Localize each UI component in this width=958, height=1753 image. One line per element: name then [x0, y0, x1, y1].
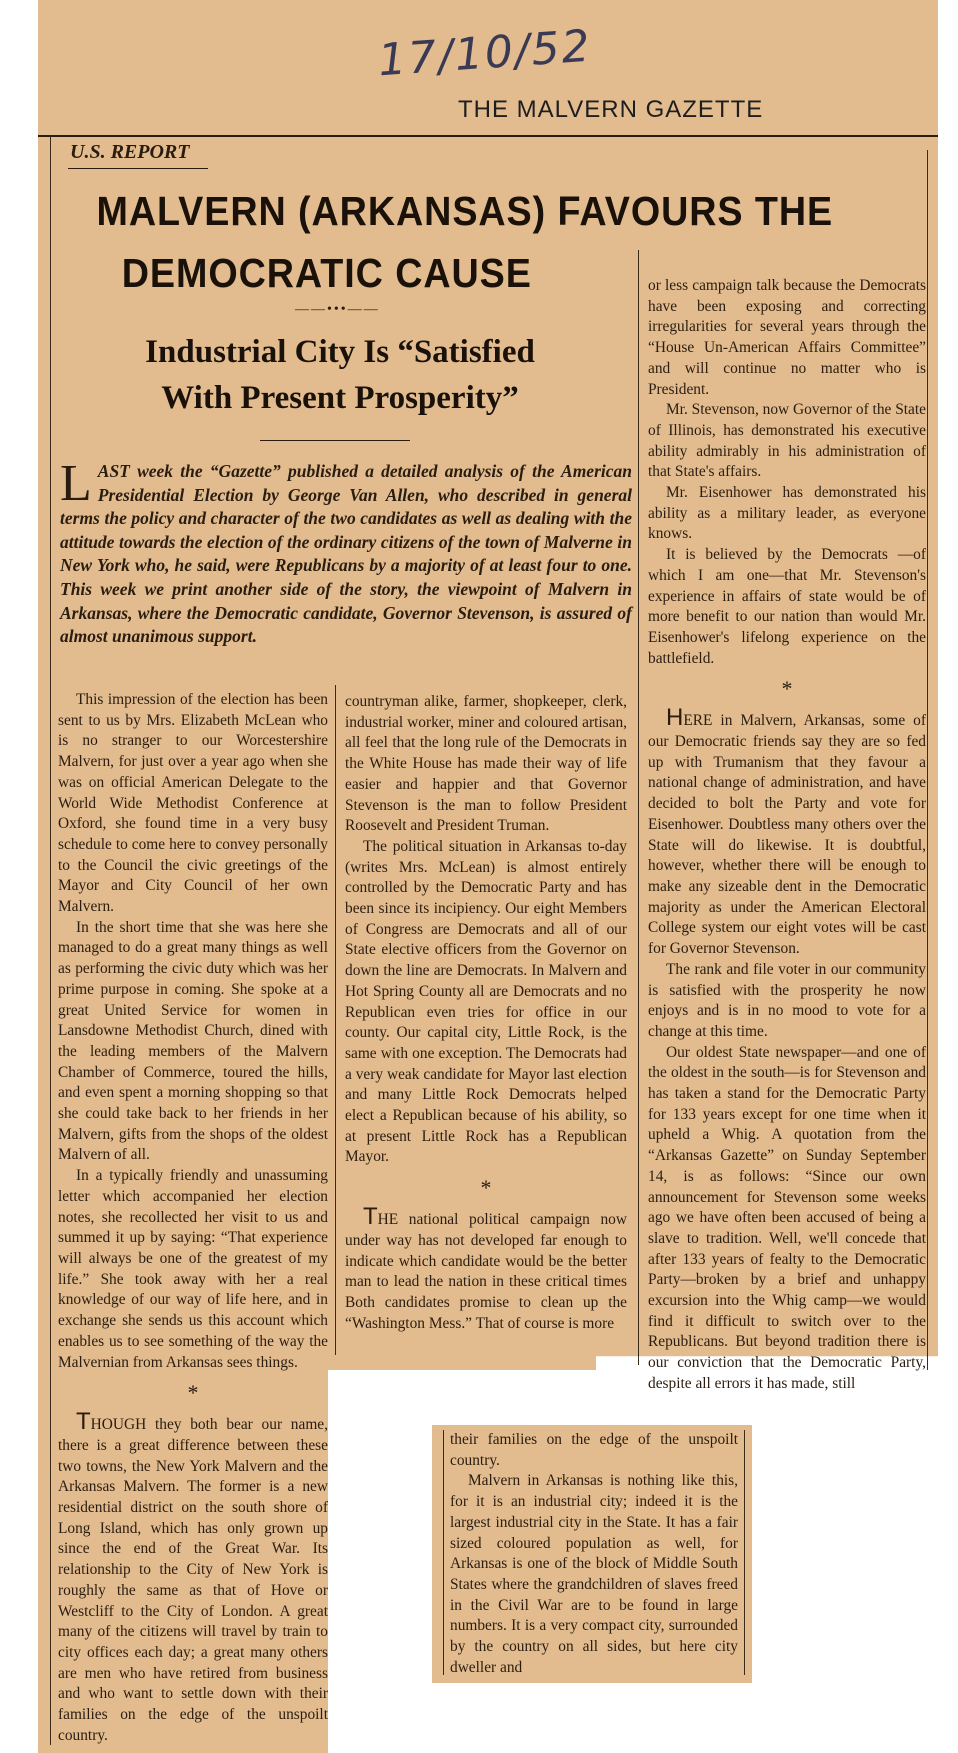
col4-paragraph-1: their families on the edge of the unspoilt country.: [450, 1431, 738, 1469]
column-3: [648, 276, 926, 1395]
col1-p4-cap: T: [76, 1408, 91, 1436]
intro-text: AST week the “Gazette” published a detailed analysis of the American Presidential Election by George Van Allen, who described in general terms the policy and character of the two candidates as well as dealing with the attitude towards the election of the ordinary citizens of the town of Malverne in New York who, he said, were Republicans by a majority of at least four to one. This week we print another side of the story, the viewpoint of Malvern in Arkansas, where the Democratic candidate, Governor Stevenson, is assured of almost unanimous support.: [60, 461, 632, 647]
masthead-rule: [38, 135, 938, 137]
section-label-underline: [68, 168, 208, 169]
col1-paragraph-2: In the short time that she was here she managed to do a great many things as well as performing the civic duty which was her prime purpose in coming. She spoke at a great United Service for women in Lansdowne Methodist Church, dined with the leading members of the Malvern Chamber of Commerce, toured the hills, and even spent a morning shopping so that she could take back to her friends in her Malvern, gifts from the shops of the oldest Malvern of all.: [58, 918, 328, 1164]
col3-paragraph-4: It is believed by the Democrats —of which I am one—that Mr. Stevenson's experience in affairs of state would be of more benefit to our nation than would Mr. Eisenhower's lifelong experience on the battlefield.: [648, 546, 926, 667]
col2-star: *: [480, 1175, 492, 1201]
col3-paragraph-3: Mr. Eisenhower has demonstrated his ability as a military leader, as everyone knows.: [648, 484, 926, 543]
col3-paragraph-2: Mr. Stevenson, now Governor of the State of Illinois, has demonstrated his executive ability admirably in his administration of that State's affairs.: [648, 401, 926, 481]
col3-paragraph-7: Our oldest State newspaper—and one of the oldest in the south—is for Stevenson and has taken a stand for the Democratic Party for 133 years except for one time when it upheld a Whig. A quotation from the “Arkansas Gazette” on Sunday September 14, is as follows: “Since our own announcement for Stevenson some weeks ago we have often been accused of being a slave to tradition. Well, we'll concede that after 133 years of fealty to the Democratic Party—broken by a brief and unhappy excursion into the Whig camp—we would find it difficult to switch over to the Republicans. But beyond tradition there is our conviction that the Democratic Party, despite all errors it has made, still: [648, 1043, 926, 1392]
col4-paragraph-2: Malvern in Arkansas is nothing like this, for it is an industrial city; indeed it is the largest industrial city in the State. It has a fair sized coloured population as well, for Arkansas is one of the block of Middle South States where the grandchildren of slaves freed in the Civil War are to be found in large numbers. It is a very compact city, surrounded by the country on all sides, but here city dweller and: [450, 1472, 738, 1676]
col2-paragraph-1: countryman alike, farmer, shopkeeper, clerk, industrial worker, miner and coloured artisan, all feel that the long rule of the Democrats in the White House has made their way of life easier and happier and that Governor Stevenson is the man to follow President Roosevelt and President Truman.: [345, 693, 627, 835]
col1-star: *: [187, 1380, 199, 1406]
intro-dropcap: L: [60, 455, 92, 512]
handwritten-date: 17/10/52: [376, 20, 594, 87]
section-label: U.S. REPORT: [70, 141, 190, 163]
intro-paragraph: [60, 455, 632, 649]
headline-line-1: MALVERN (ARKANSAS) FAVOURS THE: [96, 188, 834, 234]
middle-clip-rule: [744, 1430, 745, 1675]
left-border-rule: [50, 135, 51, 1745]
column-1: [58, 690, 328, 1746]
column-4: [450, 1430, 738, 1678]
right-border-rule: [927, 150, 928, 1370]
col1-paragraph-3: In a typically friendly and unassuming letter which accompanied her election notes, she recollected her visit to us and summed it up by saying: “That experience will always be one of the greatest of my life.” She took away with her a real knowledge of our way of life here, and in exchange she sends us this account which enables us to see something of the way the Malvernian from Arkansas sees things.: [58, 1167, 328, 1371]
subhead-line-1: Industrial City Is “Satisfied: [145, 334, 535, 370]
col3-p5-cap: H: [666, 704, 684, 732]
masthead: THE MALVERN GAZETTE: [458, 96, 764, 123]
subhead-line-2: With Present Prosperity”: [161, 380, 519, 416]
col3-paragraph-6: The rank and file voter in our community is satisfied with the prosperity he now enjoys and is in no mood to vote for a change at this time.: [648, 960, 926, 1040]
ornament-divider: ——•••——: [295, 302, 380, 317]
column-2: [345, 692, 627, 1334]
middle-clip-left-rule: [443, 1430, 444, 1675]
col2-p3-cap: T: [363, 1203, 378, 1231]
col2-paragraph-3: HE national political campaign now under way has not developed far enough to indicate which candidate would be the better man to lead the nation in these critical times Both candidates promise to clean up the “Washington Mess.” That of course is more: [345, 1211, 627, 1332]
column-rule-3: [638, 250, 639, 1365]
col3-paragraph-5: ERE in Malvern, Arkansas, some of our Democratic friends say they are so fed up with Trumanism that they favour a national change of administration, and have decided to bolt the Party and vote for Eisenhower. Doubtless many others over the State will do likewise. It is doubtful, however, whether there will be enough to make any sizeable dent in the Democratic majority as under the American Electoral College system our eight votes will be cast for Governor Stevenson.: [648, 712, 926, 958]
col1-paragraph-1: This impression of the election has been sent to us by Mrs. Elizabeth McLean who is no stranger to our Worcestershire Malvern, for just over a year ago when she was on official American Delegate to the World Wide Methodist Conference at Oxford, she found time in a very busy schedule to come here to convey personally to the Council the civic greetings of the Mayor and City Council of her own Malvern.: [58, 691, 328, 916]
column-rule-1: [335, 685, 336, 1355]
col3-star: *: [781, 676, 793, 702]
col2-paragraph-2: The political situation in Arkansas to-day (writes Mrs. McLean) is almost entirely controlled by the Democratic Party and has been since its incipiency. Our eight Members of Congress are Democrats and all of our State elective officers from the Governor on down the line are Democrats. In Malvern and Hot Spring County all are Democrats and no Republican even tries for office in our county. Our capital city, Little Rock, is the same with one exception. The Democrats had a very weak candidate for Mayor last election and many Little Rock Democrats helped elect a Republican because of his ability, so at present Little Rock has a Republican Mayor.: [345, 837, 627, 1166]
subhead-rule: [260, 440, 410, 441]
col3-paragraph-1: or less campaign talk because the Democrats have been exposing and correcting irregularities for several years through the “House Un-American Affairs Committee” and will continue no matter who is President.: [648, 277, 926, 398]
col1-paragraph-4: HOUGH they both bear our name, there is a great difference between these two towns, the New York Malvern and the Arkansas Malvern. The former is a new residential district on the south shore of Long Island, which has only grown up since the end of the Great War. Its relationship to the City of New York is roughly the same as that of Hove or Westcliff to the City of London. A great many of the citizens will travel by train to city offices each day; a great many others are men who have retired from business and who want to settle down with their families on the edge of the unspoilt country.: [58, 1416, 328, 1744]
headline-line-2: DEMOCRATIC CAUSE: [121, 250, 532, 296]
